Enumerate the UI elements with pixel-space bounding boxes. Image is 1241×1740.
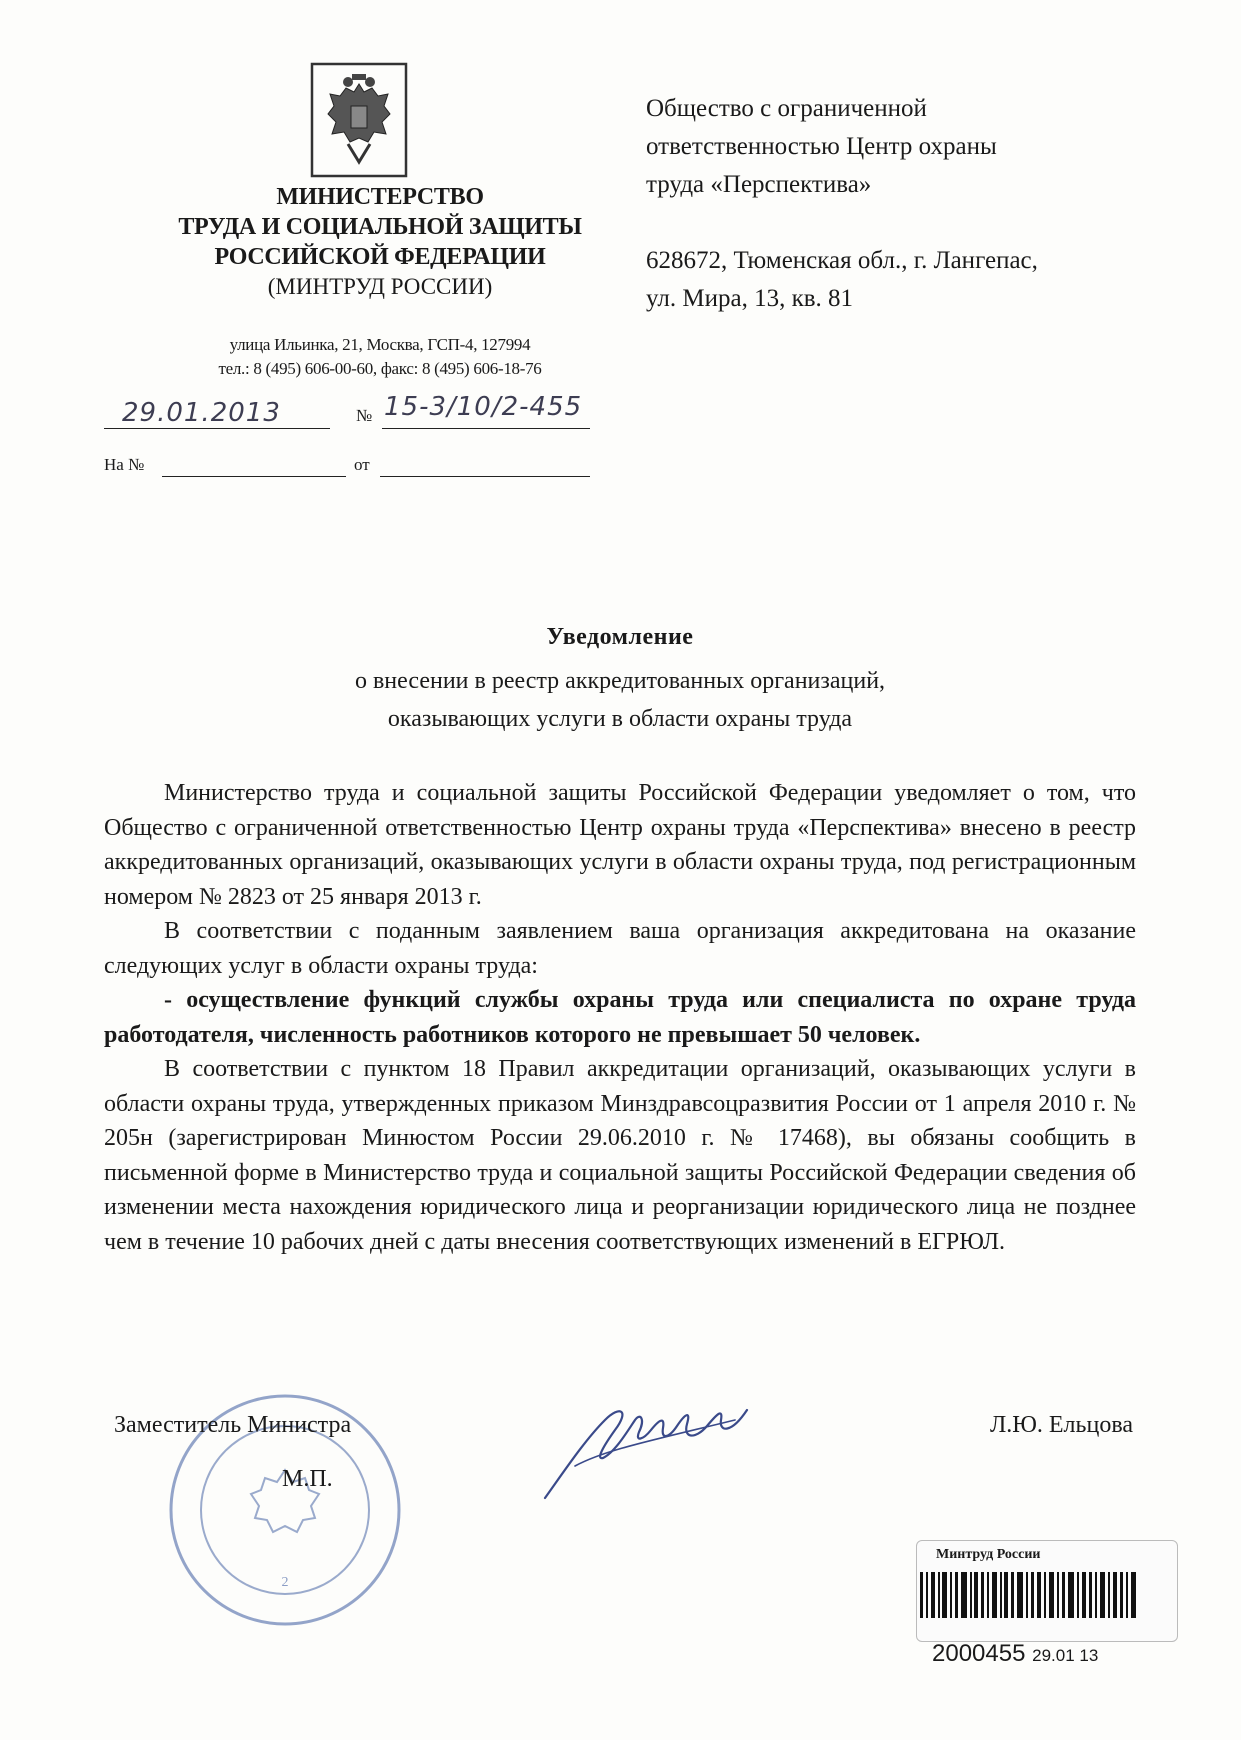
- barcode-number: 2000455: [932, 1640, 1026, 1667]
- stamp-number: 2: [281, 1575, 289, 1590]
- barcode-number-line: [932, 1640, 1098, 1668]
- paragraph-3-accredited-service: - осуществление функций службы охраны труда или специалиста по охране труда работодателя, численность работников которого не превышает 50 человек.: [104, 987, 1136, 1048]
- recipient-line-2: ответственностью Центр охраны: [646, 133, 997, 160]
- notice-subtitle: [100, 662, 1140, 738]
- recipient-line-1: Общество с ограниченной: [646, 95, 927, 122]
- reply-number-line: [162, 452, 346, 477]
- barcode-label-header: Минтруд России: [936, 1547, 1041, 1562]
- ministry-address: [150, 333, 610, 381]
- signer-name: Л.Ю. Ельцова: [989, 1412, 1133, 1438]
- ministry-line-1: МИНИСТЕРСТВО: [276, 184, 484, 210]
- coat-of-arms-icon: [310, 62, 408, 178]
- notice-subtitle-2: оказывающих услуги в области охраны труда: [387, 706, 853, 732]
- seal-label: М.П.: [282, 1466, 333, 1492]
- from-date-line: [380, 452, 590, 477]
- ministry-name: [130, 182, 630, 302]
- notice-body: [104, 776, 1136, 1259]
- from-label: от: [354, 455, 370, 474]
- paragraph-1: Министерство труда и социальной защиты Российской Федерации уведомляет о том, что Общество с ограниченной ответственностью Центр охраны труда «Перспектива» внесено в реестр аккредитованных организаций, оказывающих услуги в области охраны труда, под регистрационным номером № 2823 от 25 января 2013 г.: [104, 780, 1136, 910]
- address-line-2: тел.: 8 (495) 606-00-60, факс: 8 (495) 606-18-76: [218, 359, 542, 378]
- ministry-line-2: ТРУДА И СОЦИАЛЬНОЙ ЗАЩИТЫ: [178, 214, 582, 240]
- number-field: [382, 392, 590, 429]
- recipient-address-1: 628672, Тюменская обл., г. Лангепас,: [646, 247, 1038, 274]
- ministry-abbreviation: (МИНТРУД РОССИИ): [267, 274, 493, 299]
- address-line-1: улица Ильинка, 21, Москва, ГСП-4, 127994: [229, 335, 531, 354]
- ministry-line-3: РОССИЙСКОЙ ФЕДЕРАЦИИ: [214, 244, 546, 270]
- date-field: [104, 398, 330, 429]
- notice-subtitle-1: о внесении в реестр аккредитованных организаций,: [354, 668, 886, 694]
- recipient-line-3: труда «Перспектива»: [646, 171, 872, 198]
- document-number: 15-3/10/2-455: [384, 392, 583, 422]
- paragraph-2: В соответствии с поданным заявлением ваша организация аккредитована на оказание следующих услуг в области охраны труда:: [104, 918, 1136, 979]
- barcode-date: 29.01 13: [1032, 1646, 1099, 1665]
- document-date: 29.01.2013: [122, 398, 281, 428]
- barcode-icon: [918, 1570, 1140, 1620]
- notice-title: Уведомление: [546, 624, 694, 650]
- reply-label: На №: [104, 455, 145, 474]
- recipient-address-2: ул. Мира, 13, кв. 81: [646, 285, 854, 312]
- number-sign: №: [356, 406, 373, 425]
- recipient-block: [646, 90, 1166, 318]
- signer-position: Заместитель Министра: [114, 1412, 352, 1438]
- handwritten-signature: [535, 1380, 765, 1510]
- paragraph-4: В соответствии с пунктом 18 Правил аккредитации организаций, оказывающих услуги в области охраны труда, утвержденных приказом Минздравсоцразвития России от 1 апреля 2010 г. № 205н (зарегистрирован Минюстом России 29.06.2010 г. № 17468), вы обязаны сообщить в письменной форме в Министерство труда и социальной защиты Российской Федерации сведения об изменении места нахождения юридического лица и реорганизации юридического лица не позднее чем в течение 10 рабочих дней с даты внесения соответствующих изменений в ЕГРЮЛ.: [104, 1056, 1136, 1255]
